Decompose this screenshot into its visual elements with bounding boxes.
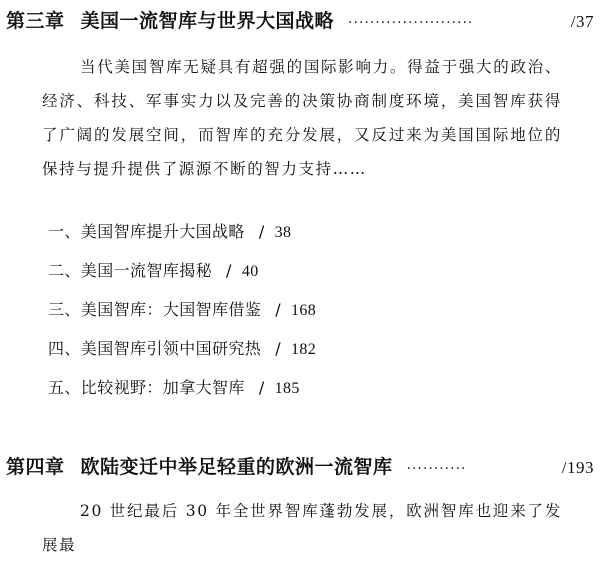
toc-entry-section-3[interactable] [48,297,316,320]
section-label: 三、美国智库：大国智库借鉴 [48,300,262,319]
page-separator: / [258,378,265,397]
section-page-number: 38 [274,224,292,241]
chapter-4-heading[interactable] [6,452,594,479]
chapter-title: 美国一流智库与世界大国战略 [80,10,335,32]
chapter-page-number: /193 [561,458,594,477]
leader-dots: ······················· [348,15,474,31]
chapter-number: 第四章 [6,456,65,478]
page-separator: / [258,222,265,241]
section-page-number: 185 [274,380,300,397]
chapter-3-heading[interactable] [6,6,594,33]
chapter-title: 欧陆变迁中举足轻重的欧洲一流智库 [80,456,393,478]
chapter-number: 第三章 [6,10,65,32]
page-separator: / [226,261,232,280]
toc-entry-section-4[interactable] [48,336,316,359]
page-separator: / [275,300,281,319]
page-separator: / [275,339,281,358]
toc-entry-section-1[interactable] [48,219,291,242]
chapter-3-summary: 当代美国智库无疑具有超强的国际影响力。得益于强大的政治、经济、科技、军事实力以及完善的决策协商制度环境，美国智库获得了广阔的发展空间，而智库的充分发展，又反过来为美国国际地位的保持与提升提供了源源不断的智力支持…… [42,58,562,178]
section-page-number: 182 [291,341,317,358]
section-label: 四、美国智库引领中国研究热 [48,339,262,358]
section-label: 五、比较视野：加拿大智库 [48,378,245,397]
toc-entry-section-2[interactable] [48,258,259,281]
chapter-4-summary: 20 世纪最后 30 年全世界智库蓬勃发展，欧洲智库也迎来了发展最 [42,502,562,554]
section-page-number: 168 [291,302,317,319]
section-page-number: 40 [241,263,259,280]
section-label: 二、美国一流智库揭秘 [48,261,213,280]
section-label: 一、美国智库提升大国战略 [48,222,245,241]
chapter-page-number: /37 [570,12,594,31]
toc-entry-section-5[interactable] [48,375,300,398]
leader-dots: ··········· [406,461,467,477]
